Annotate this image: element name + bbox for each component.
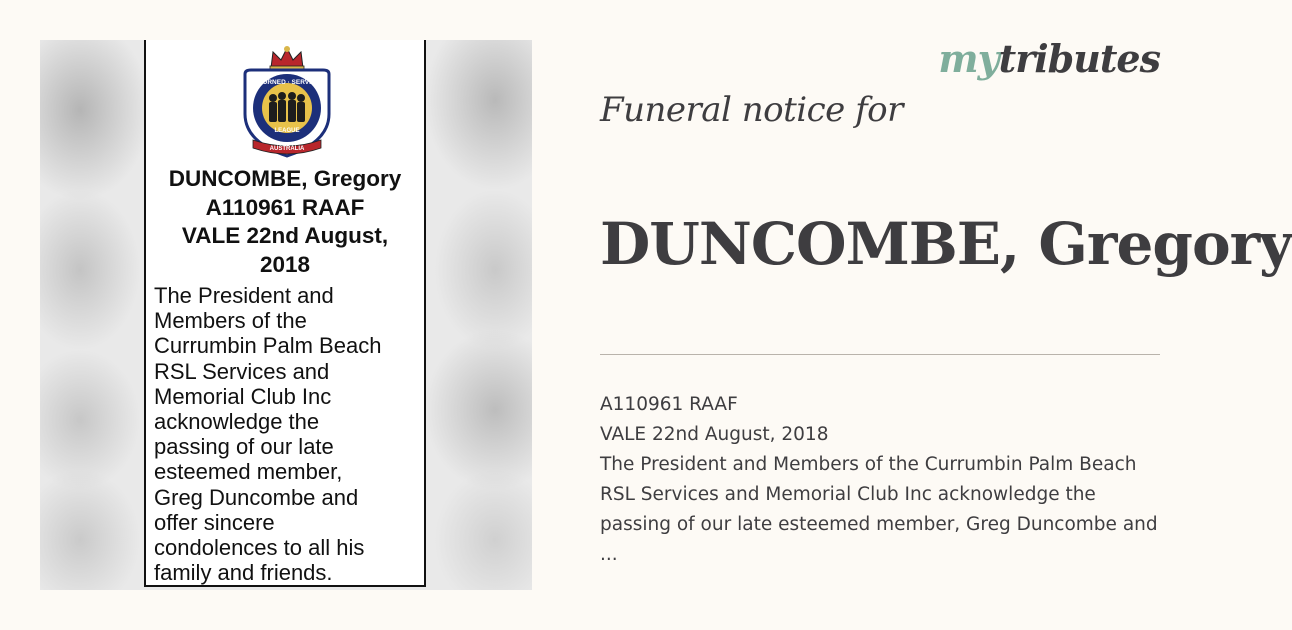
notice-body-line: family and friends. [154, 560, 333, 586]
deceased-name: DUNCOMBE, Gregory [600, 210, 1292, 278]
excerpt-line: The President and Members of the Currumbin Palm Beach [600, 454, 1137, 475]
notice-body-line: Members of the [154, 308, 307, 334]
notice-heading-line: 2018 [259, 251, 311, 277]
brand-logo[interactable] [938, 36, 1160, 81]
excerpt-line: passing of our late esteemed member, Greg Duncombe and [600, 514, 1158, 535]
rsl-emblem-icon [235, 44, 339, 160]
brand-logo-tributes: tributes [998, 36, 1160, 81]
notice-body-line: Greg Duncombe and [154, 484, 359, 510]
emblem-banner-text: LEAGUE [274, 128, 300, 134]
excerpt-line: RSL Services and Memorial Club Inc acknowledge the [600, 484, 1096, 505]
emblem-scroll-text: AUSTRALIA [269, 146, 305, 152]
notice-clipping [144, 40, 426, 587]
notice-body-line: Memorial Club Inc [154, 383, 332, 409]
notice-excerpt [600, 390, 1200, 570]
notice-heading [152, 165, 418, 279]
notice-body-line: RSL Services and [154, 358, 330, 384]
emblem-ring-text: RETURNED · SERVICES [249, 79, 325, 86]
notice-heading-line: DUNCOMBE, Gregory [168, 166, 402, 191]
page-subtitle: Funeral notice for [600, 90, 903, 130]
notice-body-line: esteemed member, [154, 459, 343, 485]
notice-body-line: offer sincere [154, 509, 275, 535]
notice-body-line: passing of our late [154, 434, 334, 460]
divider [600, 354, 1160, 355]
notice-body-line: acknowledge the [154, 409, 320, 435]
brand-logo-my: my [938, 36, 999, 81]
excerpt-line: ... [600, 544, 618, 565]
notice-body [154, 283, 418, 585]
notice-body-line: Currumbin Palm Beach [154, 333, 382, 359]
excerpt-line: A110961 RAAF [600, 394, 738, 415]
excerpt-line: VALE 22nd August, 2018 [600, 424, 829, 445]
notice-image-frame [40, 40, 532, 590]
notice-body-line: The President and [154, 283, 334, 308]
notice-heading-line: A110961 RAAF [205, 194, 365, 220]
notice-body-line: condolences to all his [154, 535, 365, 561]
notice-heading-line: VALE 22nd August, [181, 223, 389, 248]
